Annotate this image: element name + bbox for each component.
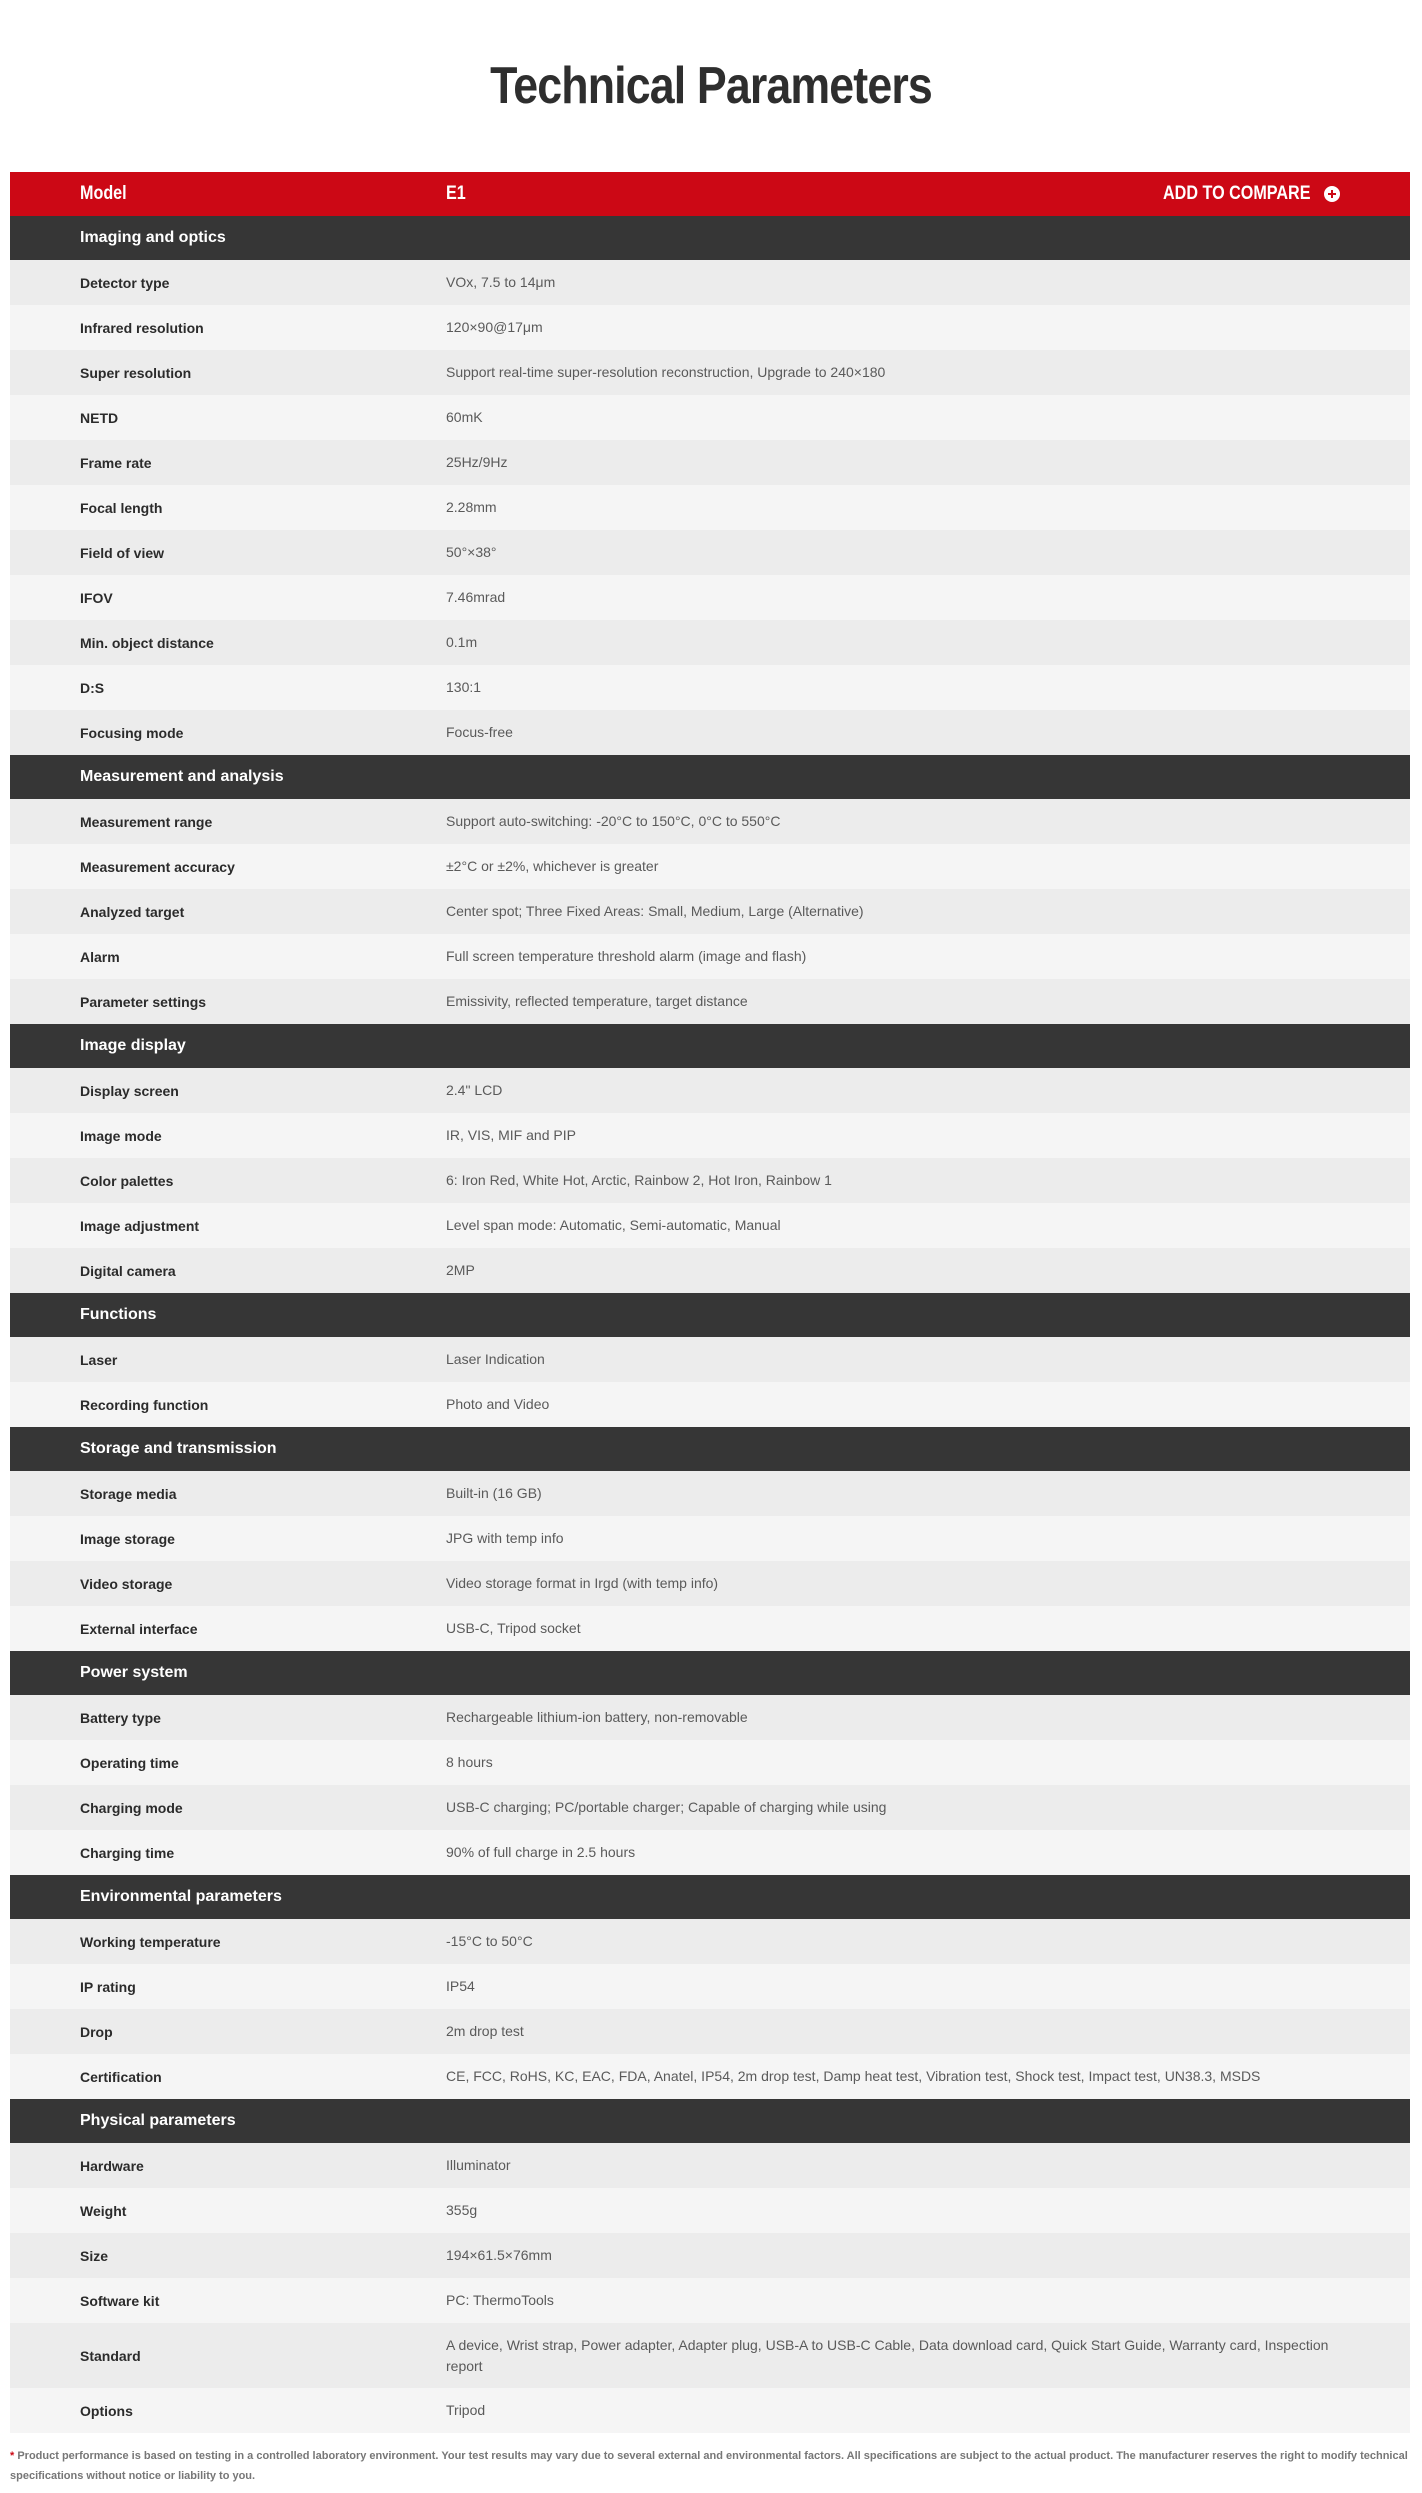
spec-section — [10, 1427, 1410, 1651]
spec-label: D:S — [80, 679, 105, 696]
spec-label: Focusing mode — [80, 724, 184, 741]
section-header: Storage and transmission — [10, 1427, 1410, 1471]
spec-label: Standard — [80, 2347, 141, 2364]
spec-value: A device, Wrist strap, Power adapter, Adapter plug, USB-A to USB-C Cable, Data download card, Quick Start Guide, Warranty card, Inspection report — [446, 2337, 1329, 2374]
spec-value: 7.46mrad — [446, 589, 506, 606]
spec-value: Level span mode: Automatic, Semi-automatic, Manual — [446, 1217, 781, 1234]
spec-sections — [10, 216, 1410, 2433]
spec-label: Size — [80, 2247, 109, 2264]
spec-row — [10, 350, 1410, 395]
spec-value: 2m drop test — [446, 2023, 524, 2040]
spec-value: 120×90@17μm — [446, 319, 543, 336]
spec-label: Alarm — [80, 948, 120, 965]
spec-value: Support real-time super-resolution reconstruction, Upgrade to 240×180 — [446, 364, 886, 381]
spec-value: Video storage format in Irgd (with temp info) — [446, 1575, 719, 1592]
spec-row — [10, 2388, 1410, 2433]
spec-value: Center spot; Three Fixed Areas: Small, Medium, Large (Alternative) — [446, 903, 864, 920]
spec-value: 60mK — [446, 409, 483, 426]
spec-value: Laser Indication — [446, 1351, 545, 1368]
spec-value: PC: ThermoTools — [446, 2292, 554, 2309]
spec-label: Display screen — [80, 1082, 179, 1099]
spec-row — [10, 1248, 1410, 1293]
spec-label: Storage media — [80, 1485, 177, 1502]
spec-label: Image storage — [80, 1530, 175, 1547]
section-header: Measurement and analysis — [10, 755, 1410, 799]
section-header: Imaging and optics — [10, 216, 1410, 260]
spec-value: 2.4" LCD — [446, 1082, 503, 1099]
spec-row — [10, 1516, 1410, 1561]
spec-value: Focus-free — [446, 724, 513, 741]
spec-value: Full screen temperature threshold alarm (image and flash) — [446, 948, 807, 965]
spec-value: CE, FCC, RoHS, KC, EAC, FDA, Anatel, IP54, 2m drop test, Damp heat test, Vibration test, Shock test, Impact test, UN38.3, MSDS — [446, 2068, 1261, 2085]
spec-row — [10, 1471, 1410, 1516]
model-label: Model — [80, 183, 127, 204]
spec-row — [10, 1785, 1410, 1830]
spec-value: Emissivity, reflected temperature, target distance — [446, 993, 748, 1010]
spec-value: JPG with temp info — [446, 1530, 564, 1547]
spec-row — [10, 1158, 1410, 1203]
spec-row — [10, 1964, 1410, 2009]
spec-row — [10, 2143, 1410, 2188]
spec-value: 50°×38° — [446, 544, 497, 561]
spec-value: USB-C, Tripod socket — [446, 1620, 581, 1637]
model-header-row — [10, 172, 1410, 216]
spec-row — [10, 620, 1410, 665]
spec-row — [10, 2054, 1410, 2099]
spec-label: Battery type — [80, 1709, 161, 1726]
spec-row — [10, 1919, 1410, 1964]
spec-label: NETD — [80, 409, 119, 426]
spec-value: Tripod — [446, 2402, 486, 2419]
spec-row — [10, 2009, 1410, 2054]
section-header: Functions — [10, 1293, 1410, 1337]
spec-label: Charging time — [80, 1844, 175, 1861]
spec-value: IR, VIS, MIF and PIP — [446, 1127, 576, 1144]
spec-label: Software kit — [80, 2292, 160, 2309]
spec-label: Hardware — [80, 2157, 144, 2174]
spec-label: Measurement range — [80, 813, 213, 830]
spec-value: ±2°C or ±2%, whichever is greater — [446, 858, 659, 875]
spec-value: 2.28mm — [446, 499, 497, 516]
spec-row — [10, 260, 1410, 305]
spec-label: Measurement accuracy — [80, 858, 235, 875]
spec-label: Color palettes — [80, 1172, 174, 1189]
spec-label: Charging mode — [80, 1799, 183, 1816]
section-header: Power system — [10, 1651, 1410, 1695]
disclaimer — [10, 2447, 1410, 2487]
spec-label: Focal length — [80, 499, 163, 516]
spec-table — [10, 172, 1410, 2433]
spec-section — [10, 1875, 1410, 2099]
spec-label: Working temperature — [80, 1933, 221, 1950]
spec-label: Drop — [80, 2023, 113, 2040]
spec-label: Image mode — [80, 1127, 162, 1144]
section-header: Image display — [10, 1024, 1410, 1068]
spec-value: Rechargeable lithium-ion battery, non-removable — [446, 1709, 748, 1726]
spec-value: 355g — [446, 2202, 478, 2219]
disclaimer-text: Product performance is based on testing in a controlled laboratory environment. Your test results may vary due to several external and environmental factors. All specifications are subject to the actual product. The manufacturer reserves the right to modify technical specifications without notice or liability to you. — [10, 2450, 1408, 2482]
spec-label: Certification — [80, 2068, 162, 2085]
page-title: Technical Parameters — [490, 57, 932, 115]
spec-value: 130:1 — [446, 679, 482, 696]
spec-value: 2MP — [446, 1262, 475, 1279]
spec-value: Illuminator — [446, 2157, 511, 2174]
spec-label: Weight — [80, 2202, 127, 2219]
spec-row — [10, 395, 1410, 440]
spec-value: -15°C to 50°C — [446, 1933, 533, 1950]
spec-value: 6: Iron Red, White Hot, Arctic, Rainbow 2, Hot Iron, Rainbow 1 — [446, 1172, 832, 1189]
spec-row — [10, 1382, 1410, 1427]
spec-row — [10, 2188, 1410, 2233]
spec-row — [10, 1561, 1410, 1606]
spec-label: Analyzed target — [80, 903, 185, 920]
spec-value: 8 hours — [446, 1754, 493, 1771]
spec-row — [10, 1337, 1410, 1382]
spec-row — [10, 1113, 1410, 1158]
spec-value: USB-C charging; PC/portable charger; Capable of charging while using — [446, 1799, 887, 1816]
spec-section — [10, 1293, 1410, 1427]
spec-section — [10, 2099, 1410, 2433]
spec-row — [10, 440, 1410, 485]
spec-row — [10, 844, 1410, 889]
spec-label: Digital camera — [80, 1262, 176, 1279]
spec-row — [10, 530, 1410, 575]
spec-value: 0.1m — [446, 634, 478, 651]
spec-label: Options — [80, 2402, 133, 2419]
spec-row — [10, 575, 1410, 620]
spec-value: IP54 — [446, 1978, 475, 1995]
spec-row — [10, 2323, 1410, 2388]
plus-circle-icon — [1324, 186, 1340, 202]
disclaimer-asterisk: * — [10, 2450, 15, 2462]
spec-label: Detector type — [80, 274, 170, 291]
spec-label: Parameter settings — [80, 993, 207, 1010]
model-value: E1 — [446, 183, 466, 204]
spec-label: Super resolution — [80, 364, 192, 381]
spec-row — [10, 1740, 1410, 1785]
spec-row — [10, 934, 1410, 979]
spec-value: Photo and Video — [446, 1396, 550, 1413]
spec-label: Recording function — [80, 1396, 209, 1413]
spec-row — [10, 979, 1410, 1024]
add-to-compare-button[interactable] — [1137, 183, 1340, 205]
spec-label: Field of view — [80, 544, 165, 561]
section-header: Environmental parameters — [10, 1875, 1410, 1919]
spec-row — [10, 2278, 1410, 2323]
add-to-compare-label: ADD TO COMPARE — [1162, 183, 1310, 204]
spec-row — [10, 305, 1410, 350]
spec-row — [10, 1830, 1410, 1875]
spec-row — [10, 1068, 1410, 1113]
spec-label: Operating time — [80, 1754, 179, 1771]
spec-row — [10, 1606, 1410, 1651]
spec-section — [10, 755, 1410, 1024]
spec-value: 90% of full charge in 2.5 hours — [446, 1844, 636, 1861]
spec-value: Built-in (16 GB) — [446, 1485, 542, 1502]
spec-row — [10, 799, 1410, 844]
spec-row — [10, 485, 1410, 530]
spec-row — [10, 889, 1410, 934]
spec-label: Laser — [80, 1351, 118, 1368]
spec-label: Infrared resolution — [80, 319, 204, 336]
section-header: Physical parameters — [10, 2099, 1410, 2143]
spec-row — [10, 1695, 1410, 1740]
spec-row — [10, 710, 1410, 755]
spec-row — [10, 2233, 1410, 2278]
spec-row — [10, 665, 1410, 710]
spec-label: Min. object distance — [80, 634, 214, 651]
spec-label: IFOV — [80, 589, 113, 606]
spec-value: Support auto-switching: -20°C to 150°C, 0°C to 550°C — [446, 813, 781, 830]
spec-section — [10, 1651, 1410, 1875]
spec-label: Image adjustment — [80, 1217, 200, 1234]
spec-label: IP rating — [80, 1978, 136, 1995]
spec-label: Video storage — [80, 1575, 173, 1592]
spec-section — [10, 216, 1410, 755]
spec-label: Frame rate — [80, 454, 152, 471]
spec-value: 194×61.5×76mm — [446, 2247, 552, 2264]
spec-section — [10, 1024, 1410, 1293]
spec-label: External interface — [80, 1620, 198, 1637]
spec-value: 25Hz/9Hz — [446, 454, 508, 471]
spec-row — [10, 1203, 1410, 1248]
spec-value: VOx, 7.5 to 14μm — [446, 274, 556, 291]
